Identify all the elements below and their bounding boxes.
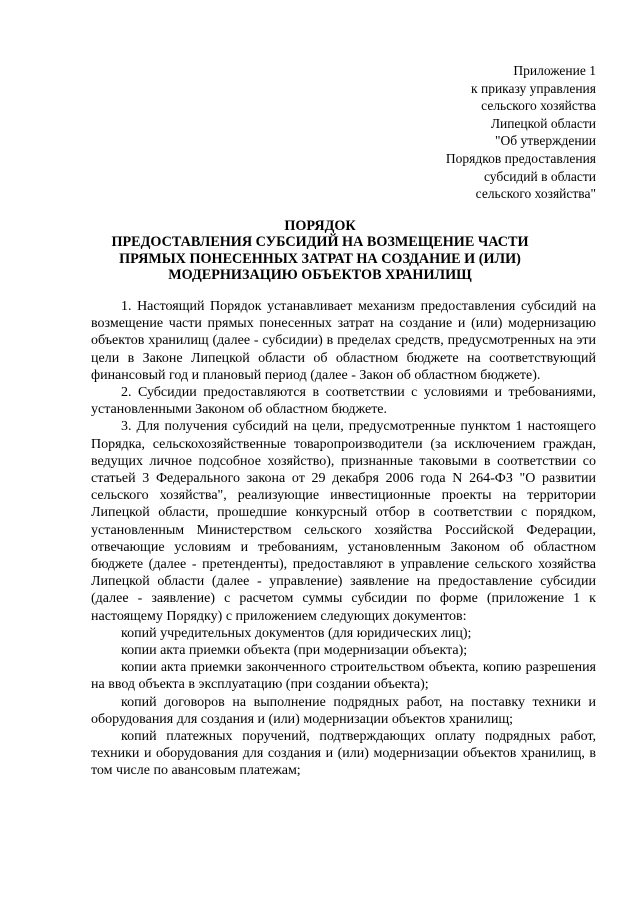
appendix-line: субсидий в области [483, 168, 596, 184]
title-line: ПРЯМЫХ ПОНЕСЕННЫХ ЗАТРАТ НА СОЗДАНИЕ И (ИЛИ) [119, 250, 521, 267]
appendix-line: к приказу управления [471, 80, 596, 96]
appendix-line: сельского хозяйства [481, 98, 596, 114]
paragraph-1: 1. Настоящий Порядок устанавливает механизм предоставления субсидий на возмещение части прямых понесенных затрат на создание и (или) модернизацию объектов хранилищ (далее - субсидии) в пределах средств, предусмотренных на эти цели в Законе Липецкой области об областном бюджете на соответствующий финансовый год и плановый период (далее - Закон об областном бюджете). [91, 299, 596, 383]
appendix-line: Порядков предоставления [445, 150, 596, 166]
appendix-line: Липецкой области [490, 115, 596, 131]
title-line: ПОРЯДОК [284, 218, 356, 234]
title-line: ПРЕДОСТАВЛЕНИЯ СУБСИДИЙ НА ВОЗМЕЩЕНИЕ ЧАСТИ [111, 234, 529, 251]
document-title [90, 218, 550, 284]
title-line: МОДЕРНИЗАЦИЮ ОБЪЕКТОВ ХРАНИЛИЩ [168, 267, 472, 284]
document-list-item: копий учредительных документов (для юридических лиц); [121, 625, 472, 641]
appendix-line: Приложение 1 [513, 63, 596, 78]
appendix-header [356, 62, 596, 203]
paragraph-3: 3. Для получения субсидий на цели, предусмотренные пунктом 1 настоящего Порядка, сельскохозяйственные товаропроизводители (за исключением граждан, ведущих личное подсобное хозяйство), признанные таковыми в соответствии со статьей 3 Федерального закона от 29 декабря 2006 года N 264-ФЗ "О развитии сельского хозяйства", реализующие инвестиционные проекты на территории Липецкой области, прошедшие конкурсный отбор в соответствии с порядком, установленным Министерством сельского хозяйства Российской Федерации, отвечающие условиям и требованиям, установленным Законом об областном бюджете (далее - претенденты), предоставляют в управление сельского хозяйства Липецкой области (далее - управление) заявление на предоставление субсидии (далее - заявление) с расчетом суммы субсидии по форме (приложение 1 к настоящему Порядку) с приложением следующих документов: [91, 419, 596, 624]
document-list-item: копии акта приемки объекта (при модернизации объекта); [121, 643, 468, 659]
appendix-line: "Об утверждении [494, 133, 596, 149]
document-list-item: копий договоров на выполнение подрядных работ, на поставку техники и оборудования для создания и (или) модернизации объектов хранилищ; [91, 694, 596, 727]
paragraph-2: 2. Субсидии предоставляются в соответствии с условиями и требованиями, установленными Законом об областном бюджете. [91, 385, 596, 418]
appendix-line: сельского хозяйства" [475, 186, 596, 202]
document-list-item: копии акта приемки законченного строительством объекта, копию разрешения на ввод объекта в эксплуатацию (при создании объекта); [91, 660, 596, 693]
document-body [91, 298, 596, 780]
document-list-item: копий платежных поручений, подтверждающих оплату подрядных работ, техники и оборудования для создания и (или) модернизации объектов хранилищ, в том числе по авансовым платежам; [91, 729, 596, 779]
